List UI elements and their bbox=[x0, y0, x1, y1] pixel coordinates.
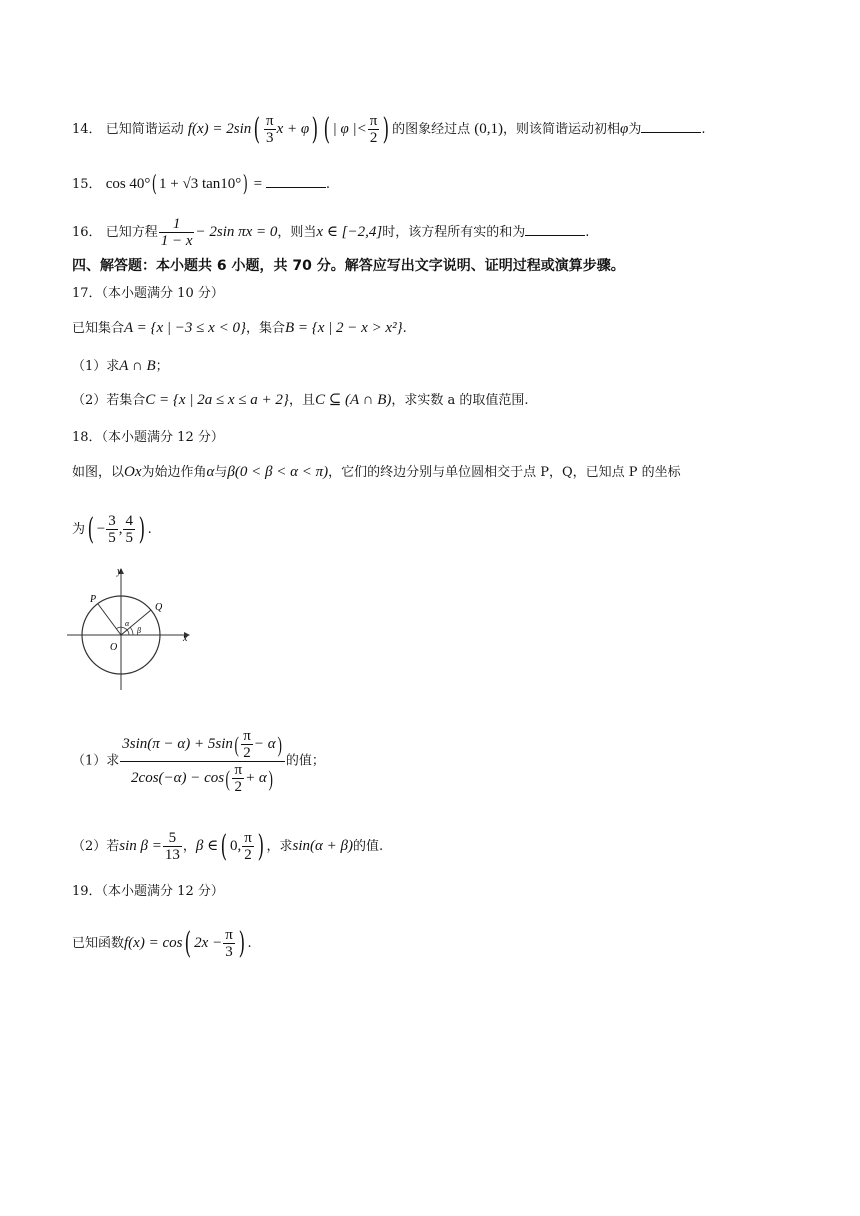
question-19-stem bbox=[72, 927, 252, 960]
numerator: π bbox=[369, 113, 378, 129]
fraction bbox=[241, 728, 253, 761]
numerator: π bbox=[234, 762, 243, 778]
question-text: 已知简谐运动 bbox=[105, 122, 184, 137]
question-17-title: 17．（本小题满分 10 分） bbox=[72, 286, 224, 301]
math-expression: f(x) = cos bbox=[124, 935, 183, 951]
question-text: ，则该简谐运动初相 bbox=[502, 122, 620, 137]
denominator: 3 bbox=[266, 130, 274, 146]
question-18-title: 18．（本小题满分 12 分） bbox=[72, 430, 224, 445]
fraction bbox=[264, 113, 276, 146]
math-expression: 0, bbox=[229, 838, 242, 854]
math-expression: α bbox=[206, 464, 215, 480]
question-text: 如图，以 bbox=[72, 465, 125, 480]
fraction bbox=[159, 216, 195, 249]
question-16 bbox=[72, 216, 589, 249]
numerator: π bbox=[243, 728, 251, 744]
period: . bbox=[402, 321, 407, 336]
numerator: 4 bbox=[125, 513, 133, 529]
question-15 bbox=[72, 171, 331, 197]
label-alpha: α bbox=[125, 619, 130, 628]
math-expression: = bbox=[249, 176, 266, 192]
math-expression: sin(α + β) bbox=[292, 838, 353, 854]
answer-blank bbox=[525, 222, 585, 236]
right-paren: ) bbox=[382, 111, 390, 147]
label-y: y bbox=[117, 566, 122, 577]
question-19-title: 19．（本小题满分 12 分） bbox=[72, 884, 224, 899]
math-expression: φ bbox=[620, 121, 629, 137]
question-text: ，则当 bbox=[277, 225, 317, 240]
math-expression: 2x − bbox=[194, 935, 223, 951]
period: . bbox=[701, 122, 706, 137]
question-text: ，且 bbox=[288, 393, 315, 408]
denominator: 3 bbox=[225, 944, 233, 960]
denominator: 2 bbox=[369, 130, 378, 146]
math-expression: | φ |< bbox=[332, 121, 367, 137]
math-expression: cos 40° bbox=[105, 176, 151, 192]
left-paren: ( bbox=[323, 111, 330, 147]
question-number: 15． bbox=[72, 177, 102, 192]
section-heading: 四、解答题：本小题共 6 小题，共 70 分。解答应写出文字说明、证明过程或演算步骤。 bbox=[72, 258, 625, 274]
question-text: ，求实数 a 的取值范围. bbox=[391, 393, 529, 408]
label-o: O bbox=[110, 642, 118, 653]
question-17-part-2 bbox=[72, 390, 529, 411]
question-text: ，集合 bbox=[245, 321, 285, 336]
question-18-part-1 bbox=[72, 728, 325, 795]
denominator: 2 bbox=[243, 745, 251, 761]
question-17-part-1 bbox=[72, 356, 169, 377]
left-paren: ( bbox=[253, 111, 261, 147]
question-text: （2）若集合 bbox=[72, 393, 146, 408]
question-text: ， bbox=[182, 839, 196, 854]
left-paren: ( bbox=[185, 925, 192, 961]
math-expression: x ∈ [−2,4] bbox=[316, 224, 383, 240]
math-expression: Ox bbox=[124, 464, 142, 480]
denominator: 5 bbox=[108, 530, 116, 546]
math-expression: + α bbox=[245, 769, 267, 786]
right-paren: ) bbox=[138, 511, 146, 547]
math-expression: A = {x | −3 ≤ x < 0} bbox=[124, 320, 246, 336]
question-17-stem bbox=[72, 318, 407, 339]
question-text: 为 bbox=[72, 522, 86, 537]
math-expression: C = {x | 2a ≤ x ≤ a + 2} bbox=[145, 392, 289, 408]
question-text: 已知集合 bbox=[72, 321, 125, 336]
question-14 bbox=[72, 113, 705, 146]
math-expression: β ∈ bbox=[195, 838, 219, 854]
denominator: 2 bbox=[244, 847, 252, 863]
fraction bbox=[368, 113, 380, 146]
math-expression: 2cos(−α) − cos bbox=[131, 769, 225, 786]
question-number: 16． bbox=[72, 225, 102, 240]
right-paren: ) bbox=[311, 111, 319, 147]
right-paren: ) bbox=[243, 171, 249, 197]
question-text: 与 bbox=[214, 465, 228, 480]
label-x: x bbox=[183, 633, 188, 644]
question-text: ，求 bbox=[266, 839, 293, 854]
math-expression: f(x) = 2sin bbox=[187, 121, 252, 137]
question-18-stem bbox=[72, 462, 681, 483]
math-expression: 3sin(π − α) + 5sin bbox=[122, 735, 233, 752]
math-expression: B = {x | 2 − x > x²} bbox=[284, 320, 403, 336]
left-paren: ( bbox=[152, 171, 158, 197]
left-paren: ( bbox=[220, 828, 228, 864]
unit-circle-figure bbox=[62, 562, 202, 692]
question-text: 的图象经过点 bbox=[392, 122, 471, 137]
label-p: P bbox=[90, 594, 97, 605]
math-sqrt: √3 bbox=[182, 176, 199, 192]
answer-blank bbox=[641, 119, 701, 133]
math-expression: sin β = bbox=[119, 838, 162, 854]
label-beta: β bbox=[137, 626, 141, 635]
math-expression: − α bbox=[253, 735, 276, 752]
math-expression: x + φ bbox=[276, 121, 310, 137]
denominator: 13 bbox=[164, 847, 180, 863]
right-paren: ) bbox=[257, 828, 264, 864]
denominator: 5 bbox=[125, 530, 133, 546]
numerator: 5 bbox=[163, 830, 182, 847]
question-text: （1）求 bbox=[72, 753, 120, 769]
fraction bbox=[106, 513, 118, 546]
numerator: 1 bbox=[159, 216, 195, 233]
numerator: π bbox=[225, 927, 233, 943]
denominator: 1 − x bbox=[160, 233, 193, 249]
math-expression: β(0 < β < α < π) bbox=[227, 464, 329, 480]
numerator: 3sin(π − α) + 5sin( $\frac{\pi}{2}$ − α) bbox=[120, 728, 285, 762]
period: . bbox=[585, 225, 590, 240]
numerator: 3 bbox=[108, 513, 116, 529]
terminal-side-p bbox=[98, 604, 121, 635]
fraction bbox=[223, 927, 235, 960]
angle-beta-arc bbox=[130, 627, 133, 635]
question-text: 时，该方程所有实的和为 bbox=[382, 225, 526, 240]
period: . bbox=[247, 936, 252, 951]
question-number: 14． bbox=[72, 122, 102, 137]
question-text: ，它们的终边分别与单位圆相交于点 P，Q，已知点 P 的坐标 bbox=[328, 465, 681, 480]
math-expression: − 2sin πx = 0 bbox=[195, 224, 278, 240]
question-text: 已知方程 bbox=[105, 225, 158, 240]
right-paren: ) bbox=[238, 925, 245, 961]
fraction bbox=[242, 830, 254, 863]
question-text: （2）若 bbox=[72, 839, 120, 854]
fraction bbox=[163, 830, 182, 863]
numerator: π bbox=[244, 830, 252, 846]
answer-blank bbox=[266, 174, 326, 188]
denominator: 2cos(−α) − cos( $\frac{\pi}{2}$ + α) bbox=[131, 762, 273, 795]
label-q: Q bbox=[155, 602, 163, 613]
question-text: 的值. bbox=[352, 839, 384, 854]
question-text: 已知函数 bbox=[72, 936, 125, 951]
period: . bbox=[147, 522, 152, 537]
question-text: （1）求 bbox=[72, 359, 120, 374]
question-text: 的值； bbox=[285, 753, 325, 769]
math-expression: A ∩ B bbox=[119, 358, 156, 374]
question-18-coordinates: 为( − $\frac{3}{5}$ , $\frac{4}{5}$ ) . bbox=[72, 511, 152, 547]
question-18-part-2 bbox=[72, 830, 383, 863]
fraction bbox=[232, 762, 244, 795]
question-text: ； bbox=[155, 359, 169, 374]
big-fraction bbox=[120, 728, 285, 795]
denominator: 2 bbox=[234, 779, 243, 795]
left-paren: ( bbox=[87, 511, 95, 547]
math-expression: 1 + bbox=[159, 176, 183, 192]
period: . bbox=[325, 177, 331, 192]
question-text: 为 bbox=[628, 122, 642, 137]
numerator: π bbox=[266, 113, 274, 129]
math-expression: tan10° bbox=[198, 176, 242, 192]
question-text: 为始边作角 bbox=[141, 465, 207, 480]
fraction bbox=[123, 513, 135, 546]
math-expression: C ⊆ (A ∩ B) bbox=[314, 392, 392, 408]
math-expression: (0,1) bbox=[474, 121, 503, 137]
